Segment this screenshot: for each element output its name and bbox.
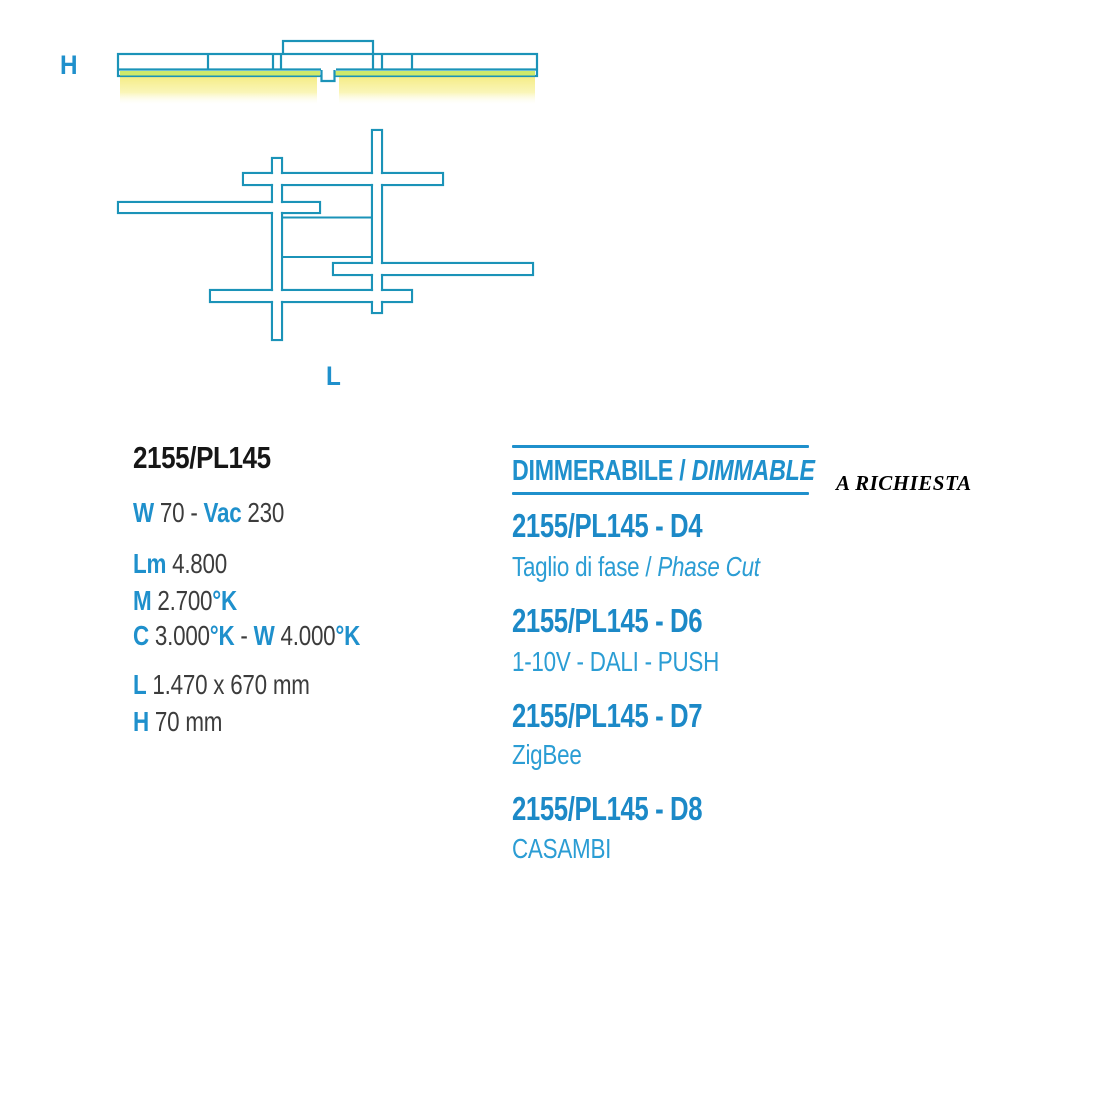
spec-power-voltage: W 70 - Vac 230 [133, 497, 285, 528]
spec-dimensions: L 1.470 x 670 mm [133, 669, 310, 700]
plan-view-diagram [100, 122, 550, 392]
option-code-d7: 2155/PL145 - D7 [512, 697, 703, 734]
spec-lumen: Lm 4.800 [133, 548, 227, 579]
option-desc-d6: 1-10V - DALI - PUSH [512, 646, 720, 677]
spec-cct-m: M 2.700°K [133, 585, 237, 616]
option-desc-d8: CASAMBI [512, 833, 612, 864]
option-code-d4: 2155/PL145 - D4 [512, 507, 703, 544]
dimmable-header: DIMMERABILE / DIMMABLE [512, 455, 815, 487]
light-strip-left [120, 71, 320, 76]
light-glow-right [339, 77, 535, 106]
dimmable-rule-top [512, 445, 809, 448]
side-view-diagram [55, 30, 555, 110]
spec-cct-c-w: C 3.000°K - W 4.000°K [133, 620, 361, 651]
product-code-title: 2155/PL145 [133, 440, 271, 475]
light-strip-right [335, 71, 535, 76]
dimmable-rule-bottom [512, 492, 809, 495]
option-code-d6: 2155/PL145 - D6 [512, 602, 703, 639]
plan-view-label-l: L [326, 361, 341, 391]
spec-height: H 70 mm [133, 706, 223, 737]
light-glow-left [120, 77, 317, 106]
option-desc-d4: Taglio di fase / Phase Cut [512, 551, 760, 582]
on-request-note: A RICHIESTA [836, 471, 972, 495]
side-view-label-h: H [60, 50, 78, 80]
option-code-d8: 2155/PL145 - D8 [512, 790, 703, 827]
option-desc-d7: ZigBee [512, 739, 582, 770]
